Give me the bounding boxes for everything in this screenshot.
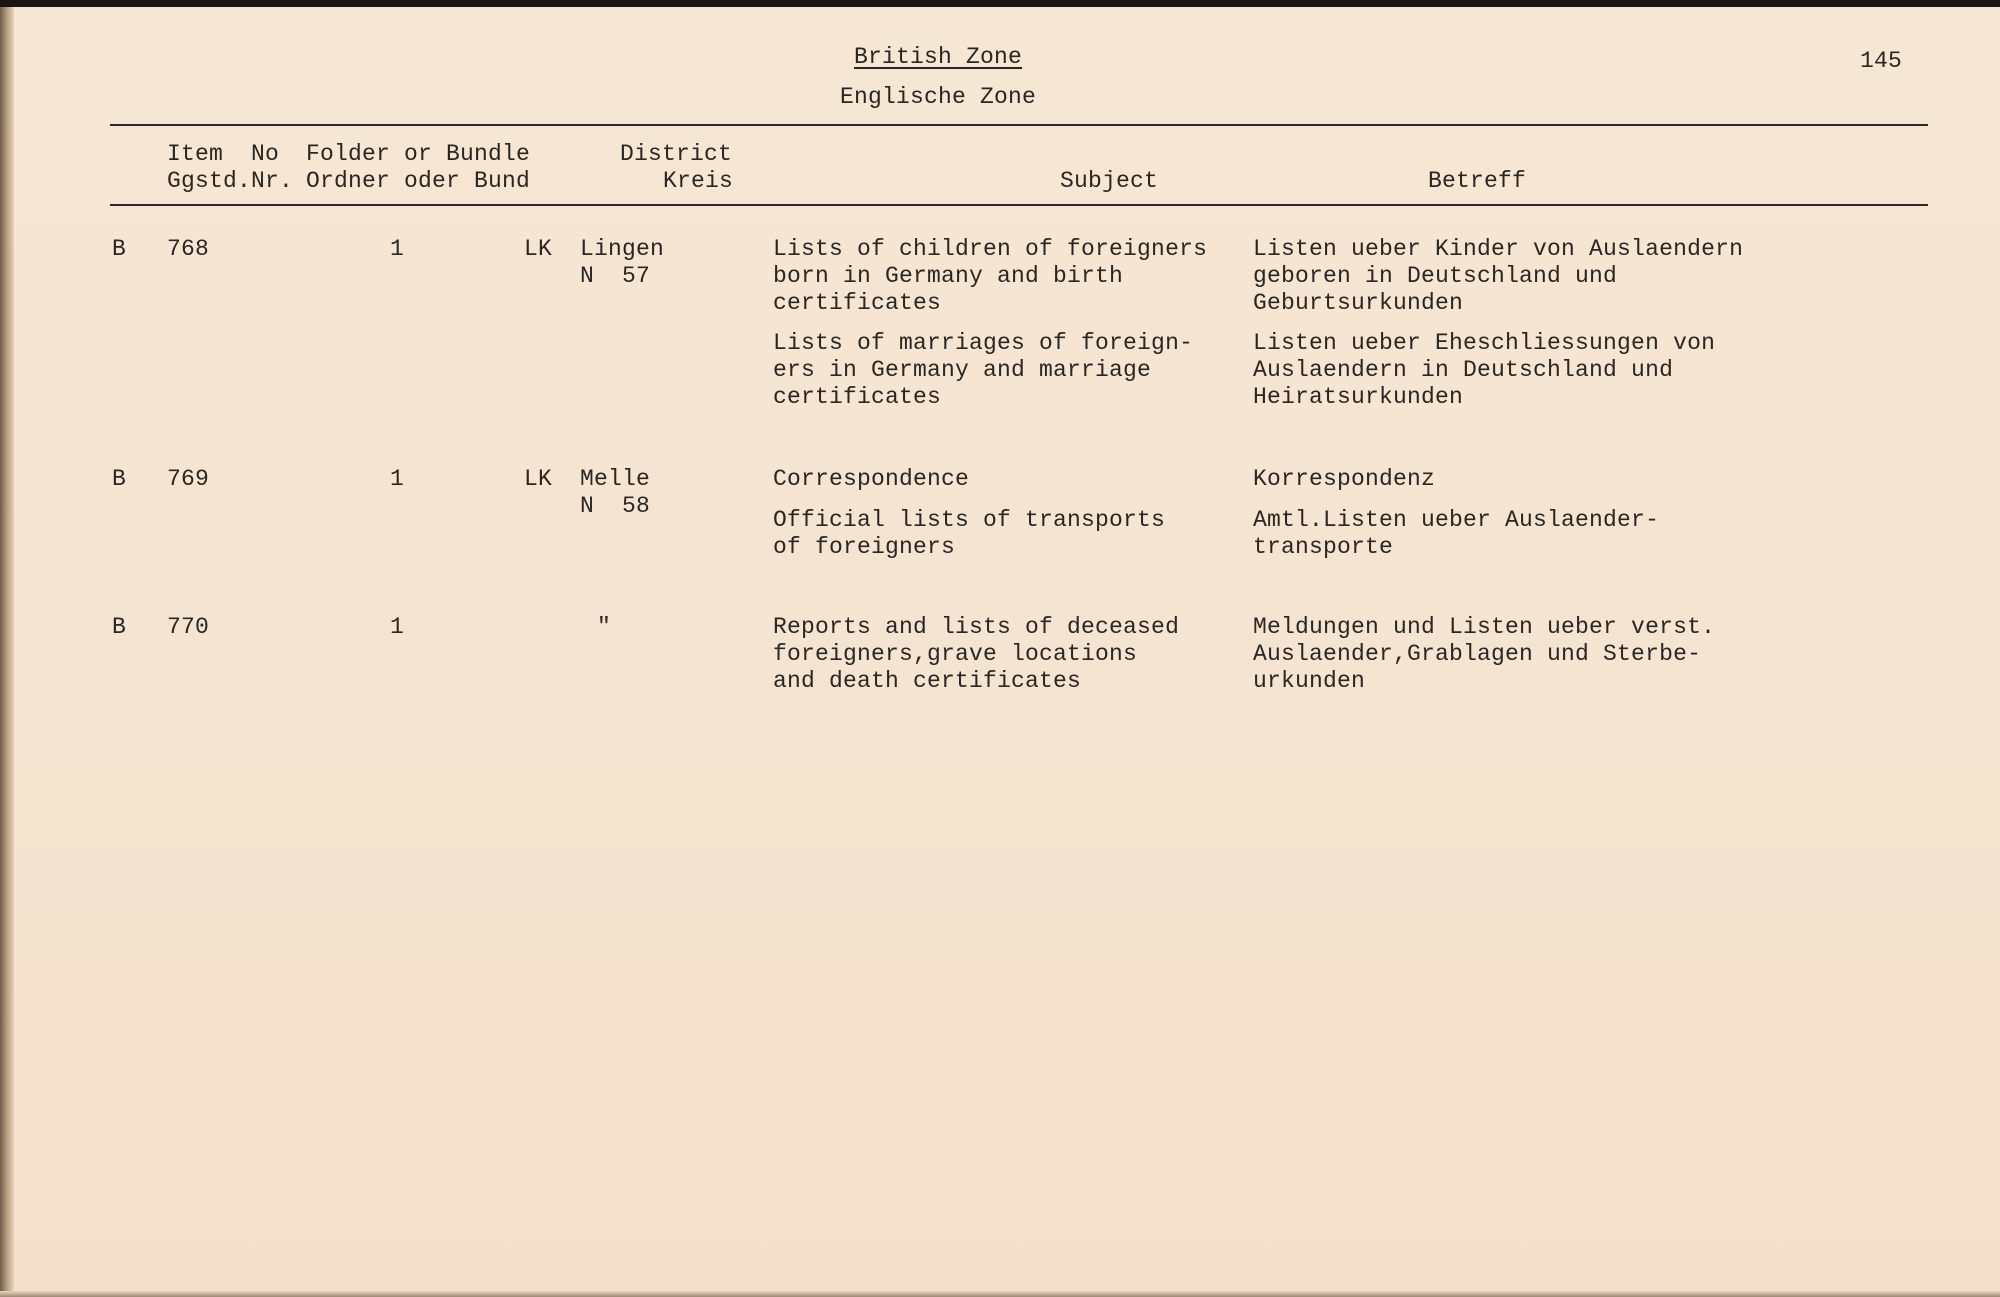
row-prefix: B — [112, 236, 127, 262]
row-subject: Official lists of transports of foreigners — [773, 507, 1166, 560]
row-subject: Lists of children of foreigners born in Germany and birth certificates — [773, 236, 1208, 316]
row-district-name: Melle — [580, 466, 651, 492]
row-item-number: 768 — [167, 236, 210, 262]
book-spine — [0, 7, 14, 1297]
row-betreff: Listen ueber Kinder von Auslaendern geboren in Deutschland und Geburtsurkunden — [1253, 236, 1744, 316]
header-bottom-rule — [110, 204, 1928, 206]
page-bottom-edge — [0, 1291, 2000, 1297]
page-title: British Zone — [854, 44, 1023, 70]
row-betreff: Korrespondenz — [1253, 466, 1436, 492]
row-district-type: LK — [524, 466, 553, 492]
row-district-code: N 57 — [580, 263, 651, 289]
page-number: 145 — [1860, 48, 1903, 74]
row-district-code: N 58 — [580, 493, 651, 519]
row-subject: Correspondence — [773, 466, 970, 492]
column-header-betreff: Betreff — [1428, 168, 1527, 194]
row-folder-count: 1 — [390, 466, 405, 492]
row-item-number: 770 — [167, 614, 210, 640]
row-district-type: LK — [524, 236, 553, 262]
row-subject: Reports and lists of deceased foreigners,grave locations and death certificates — [773, 614, 1180, 694]
row-district-name: Lingen — [580, 236, 665, 262]
row-betreff: Meldungen und Listen ueber verst. Auslaender,Grablagen und Sterbe- urkunden — [1253, 614, 1716, 694]
row-folder-count: 1 — [390, 614, 405, 640]
column-header-item-en: Item No — [167, 141, 280, 167]
column-header-item-de: Ggstd.Nr. — [167, 168, 294, 194]
row-subject: Lists of marriages of foreign- ers in Germany and marriage certificates — [773, 330, 1194, 410]
header-top-rule — [110, 124, 1928, 126]
row-district-ditto-mark: " — [597, 614, 612, 640]
row-prefix: B — [112, 614, 127, 640]
row-prefix: B — [112, 466, 127, 492]
column-header-folder-en: Folder or Bundle — [306, 141, 531, 167]
document-page — [0, 7, 2000, 1297]
column-header-district-en: District — [620, 141, 733, 167]
row-betreff: Amtl.Listen ueber Auslaender- transporte — [1253, 507, 1660, 560]
row-folder-count: 1 — [390, 236, 405, 262]
column-header-district-de: Kreis — [663, 168, 734, 194]
row-betreff: Listen ueber Eheschliessungen von Auslaendern in Deutschland und Heiratsurkunden — [1253, 330, 1716, 410]
column-header-subject: Subject — [1060, 168, 1159, 194]
page-subtitle: Englische Zone — [840, 84, 1037, 110]
column-header-folder-de: Ordner oder Bund — [306, 168, 531, 194]
row-item-number: 769 — [167, 466, 210, 492]
